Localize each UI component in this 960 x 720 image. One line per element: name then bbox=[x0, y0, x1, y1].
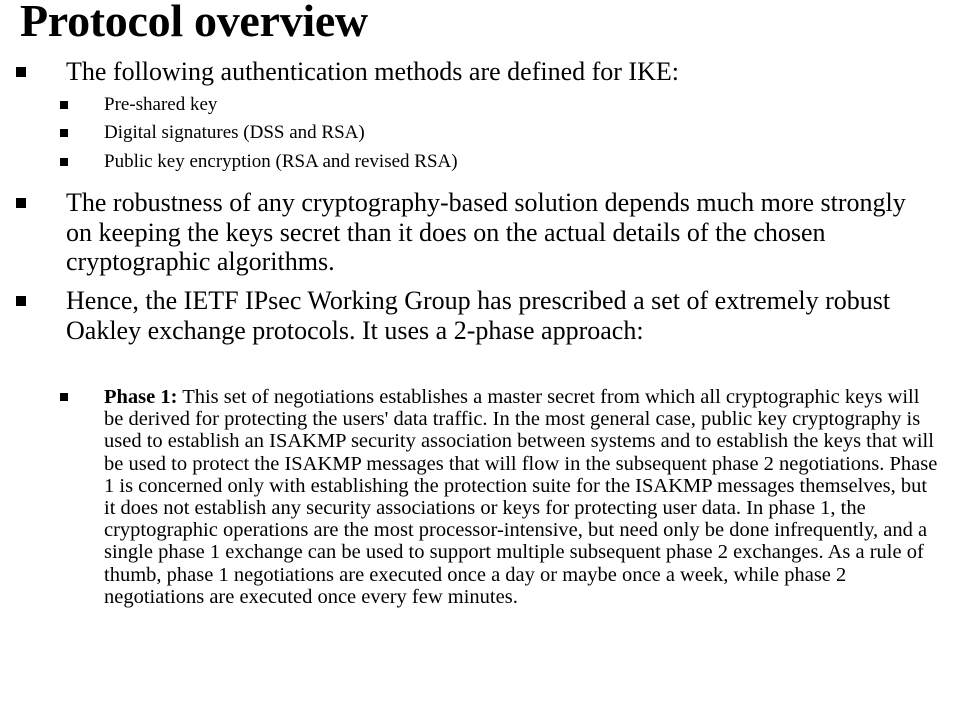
sub-bullet-item-2 bbox=[60, 122, 940, 144]
sub-bullet-item-1 bbox=[60, 94, 940, 116]
square-bullet-icon bbox=[60, 393, 68, 401]
sub-bullet-text: Pre-shared key bbox=[104, 94, 218, 115]
bullet-item-2 bbox=[16, 188, 916, 277]
square-bullet-icon bbox=[60, 129, 68, 137]
bullet-item-3 bbox=[16, 286, 916, 345]
sub-bullet-item-3 bbox=[60, 151, 940, 173]
bullet-text: The robustness of any cryptography-based solution depends much more strongly on keeping the keys secret than it does on the actual details of the chosen cryptographic algorithms. bbox=[66, 188, 906, 276]
sub-bullet-text: Public key encryption (RSA and revised RSA) bbox=[104, 151, 458, 172]
slide-title: Protocol overview bbox=[20, 0, 368, 46]
sub-bullet-text: Digital signatures (DSS and RSA) bbox=[104, 122, 365, 143]
square-bullet-icon bbox=[16, 67, 26, 77]
square-bullet-icon bbox=[60, 101, 68, 109]
phase1-text: This set of negotiations establishes a master secret from which all cryptographic keys will be derived for protecting the users' data traffic. In the most general case, public key cryptography is used to establish an ISAKMP security association between systems and to establish the keys that will be used to protect the ISAKMP messages that will flow in the subsequent phase 2 negotiations. Phase 1 is concerned only with establishing the protection suite for the ISAKMP messages themselves, but it does not establish any security associations or keys for protecting user data. In phase 1, the cryptographic operations are the most processor-intensive, but need only be done infrequently, and a single phase 1 exchange can be used to support multiple subsequent phase 2 exchanges. As a rule of thumb, phase 1 negotiations are executed once a day or maybe once a week, while phase 2 negotiations are executed once every few minutes. bbox=[104, 386, 938, 608]
square-bullet-icon bbox=[60, 158, 68, 166]
square-bullet-icon bbox=[16, 296, 26, 306]
bullet-text: Hence, the IETF IPsec Working Group has prescribed a set of extremely robust Oakley exchange protocols. It uses a 2-phase approach: bbox=[66, 286, 891, 345]
bullet-item-1 bbox=[16, 57, 916, 87]
phase1-item bbox=[60, 386, 940, 608]
phase1-label: Phase 1: bbox=[104, 386, 178, 408]
square-bullet-icon bbox=[16, 198, 26, 208]
bullet-text: The following authentication methods are defined for IKE: bbox=[66, 57, 679, 86]
phase1-paragraph bbox=[104, 386, 940, 608]
